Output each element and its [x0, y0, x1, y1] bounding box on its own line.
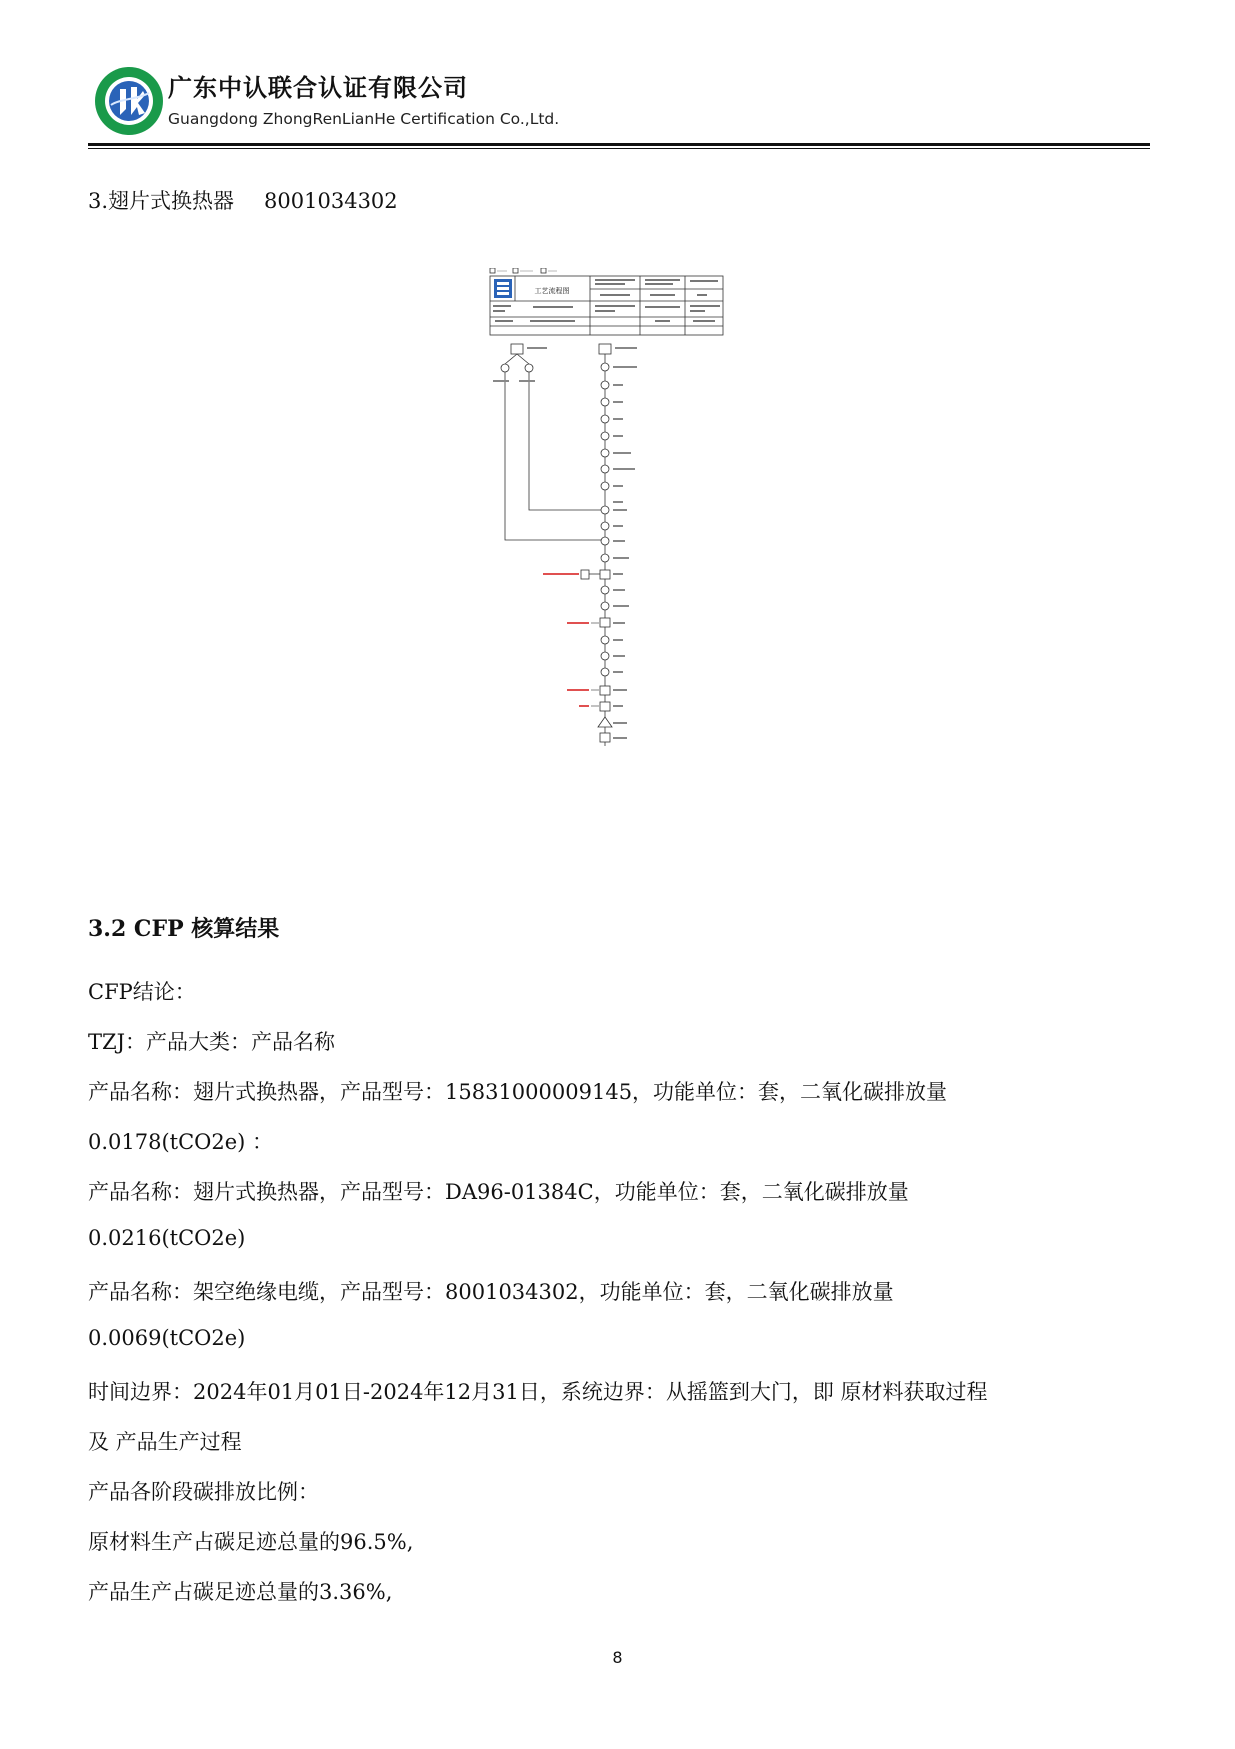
cfp-line: 原材料生产占碳足迹总量的96.5%,: [88, 1530, 414, 1554]
cfp-line: 时间边界：2024年01月01日-2024年12月31日，系统边界：从摇篮到大门，即 原材料获取过程: [88, 1380, 988, 1404]
cfp-line: 及 产品生产过程: [88, 1430, 242, 1454]
document-header: [90, 60, 1150, 140]
company-name-cn: 广东中认联合认证有限公司: [168, 74, 468, 102]
header-rule: [88, 143, 1150, 146]
cfp-line: 0.0178(tCO2e) ：: [88, 1130, 274, 1154]
cfp-line: 产品名称：翅片式换热器，产品型号：DA96-01384C，功能单位：套，二氧化碳排放量: [88, 1180, 909, 1204]
company-name-en: Guangdong ZhongRenLianHe Certification Co.,Ltd.: [168, 110, 560, 128]
cfp-line: 0.0216(tCO2e): [88, 1226, 246, 1250]
cfp-line: 产品名称：架空绝缘电缆，产品型号：8001034302，功能单位：套，二氧化碳排放量: [88, 1280, 894, 1304]
section-heading-cfp: 3.2 CFP 核算结果: [88, 916, 280, 942]
cfp-line: CFP结论：: [88, 980, 196, 1004]
section-product-code: 8001034302: [264, 189, 398, 213]
process-flowchart: [485, 268, 755, 760]
cfp-line: 0.0069(tCO2e): [88, 1326, 246, 1350]
section-title-text: 3.翅片式换热器: [88, 189, 235, 213]
cfp-line: 产品各阶段碳排放比例：: [88, 1480, 319, 1504]
company-logo-icon: [93, 65, 165, 137]
cfp-line: 产品生产占碳足迹总量的3.36%,: [88, 1580, 393, 1604]
cfp-line: TZJ：产品大类：产品名称: [88, 1030, 336, 1054]
header-rule-thin: [88, 148, 1150, 149]
section-title: [88, 185, 398, 215]
page-number: 8: [612, 1648, 623, 1667]
flowchart-title: 工艺流程图: [534, 287, 570, 295]
cfp-line: 产品名称：翅片式换热器，产品型号：15831000009145，功能单位：套，二氧化碳排放量: [88, 1080, 948, 1104]
